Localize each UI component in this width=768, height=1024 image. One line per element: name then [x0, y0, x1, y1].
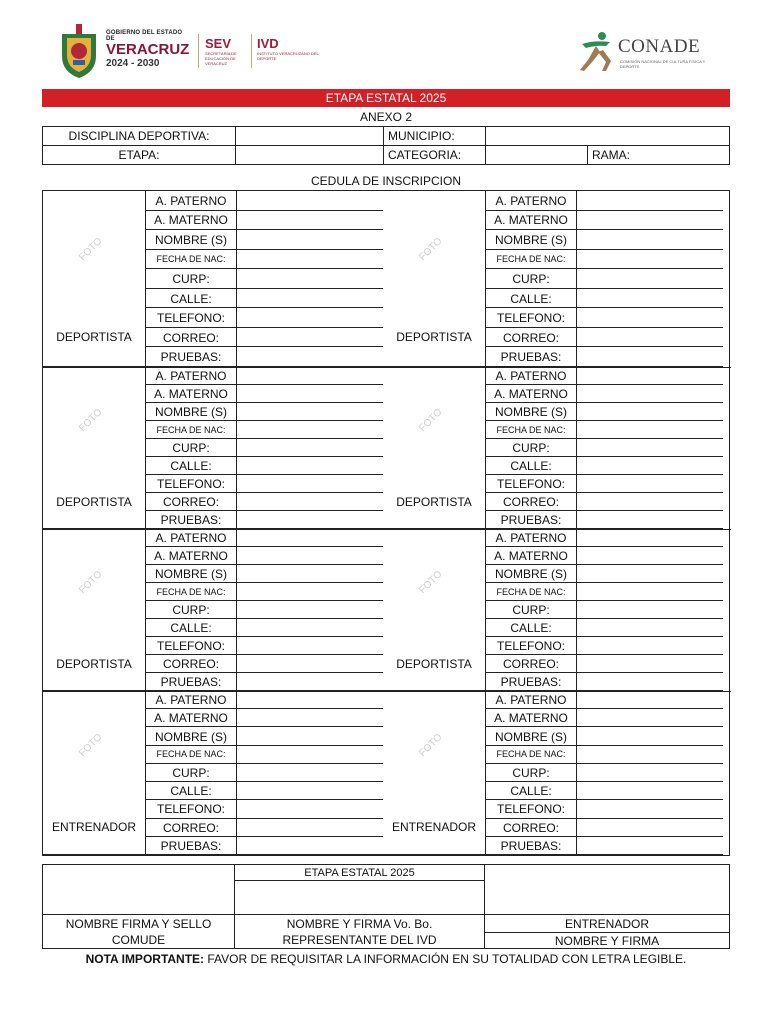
field-label: CORREO:	[502, 657, 559, 671]
form-row	[146, 583, 383, 601]
photo-watermark: FOTO	[77, 406, 105, 435]
form-row	[486, 347, 723, 367]
field-input[interactable]	[576, 691, 723, 708]
form-row	[486, 691, 723, 709]
form-row	[486, 367, 723, 385]
field-input[interactable]	[576, 746, 723, 763]
field-input[interactable]	[236, 367, 383, 384]
field-input[interactable]	[236, 230, 383, 249]
role-label: DEPORTISTA	[43, 475, 146, 529]
photo-box[interactable]	[383, 529, 486, 637]
municipio-field[interactable]	[486, 127, 730, 146]
sev-title: SEV	[205, 36, 232, 51]
form-row	[146, 601, 383, 619]
field-label: CORREO:	[162, 495, 219, 509]
field-input[interactable]	[236, 583, 383, 600]
form-row	[486, 727, 723, 745]
field-input[interactable]	[236, 475, 383, 492]
field-label: FECHA DE NAC:	[496, 253, 566, 264]
form-row	[486, 289, 723, 309]
header	[0, 0, 768, 88]
field-input[interactable]	[576, 250, 723, 269]
divider	[198, 34, 199, 68]
entrenador-label-2: NOMBRE Y FIRMA	[485, 933, 730, 949]
field-input[interactable]	[576, 619, 723, 636]
field-input[interactable]	[236, 385, 383, 402]
form-row	[486, 385, 723, 403]
photo-box[interactable]	[383, 691, 486, 800]
field-label: NOMBRE (S)	[155, 567, 227, 581]
field-label: A. MATERNO	[494, 213, 568, 228]
form-row	[146, 746, 383, 764]
form-row	[146, 250, 383, 270]
photo-box[interactable]	[383, 367, 486, 475]
field-input[interactable]	[576, 211, 723, 230]
field-label: NOMBRE (S)	[155, 232, 227, 247]
field-input[interactable]	[576, 475, 723, 492]
photo-watermark: FOTO	[77, 568, 105, 597]
field-input[interactable]	[236, 691, 383, 708]
field-input[interactable]	[236, 457, 383, 474]
field-input[interactable]	[576, 819, 723, 836]
form-row	[486, 619, 723, 637]
form-row	[146, 421, 383, 439]
field-input[interactable]	[576, 511, 723, 528]
field-label: A. MATERNO	[154, 549, 228, 563]
categoria-label: CATEGORIA:	[384, 146, 486, 165]
veracruz-coat-of-arms-icon	[58, 24, 100, 78]
form-row	[486, 637, 723, 655]
conade-subtitle: COMISIÓN NACIONAL DE CULTURA FÍSICA Y DEPORTE	[620, 59, 706, 69]
field-input[interactable]	[576, 673, 723, 690]
field-input[interactable]	[236, 601, 383, 618]
photo-watermark: FOTO	[417, 731, 445, 759]
form-row	[146, 308, 383, 328]
field-label: CALLE:	[510, 459, 552, 473]
field-label: A. PATERNO	[495, 531, 567, 545]
role-label: DEPORTISTA	[383, 475, 486, 529]
form-row	[146, 637, 383, 655]
field-input[interactable]	[236, 439, 383, 456]
entrenador-signature-area[interactable]	[485, 865, 730, 915]
field-label: CORREO:	[162, 657, 219, 671]
field-input[interactable]	[236, 565, 383, 582]
field-input[interactable]	[576, 529, 723, 546]
field-label: A. PATERNO	[495, 369, 567, 383]
form-row	[146, 269, 383, 289]
form-row	[486, 191, 723, 211]
role-label: DEPORTISTA	[43, 637, 146, 691]
field-label: FECHA DE NAC:	[496, 749, 566, 760]
field-label: A. MATERNO	[494, 387, 568, 401]
field-label: CURP:	[172, 271, 210, 286]
field-label: NOMBRE (S)	[155, 729, 227, 744]
rama-field[interactable]	[588, 146, 730, 165]
form-row	[486, 673, 723, 691]
form-row	[146, 529, 383, 547]
field-input[interactable]	[576, 457, 723, 474]
form-row	[146, 289, 383, 309]
form-row	[486, 709, 723, 727]
form-row	[486, 583, 723, 601]
field-label: TELEFONO:	[496, 802, 565, 817]
field-input[interactable]	[236, 250, 383, 269]
photo-box[interactable]	[43, 367, 146, 475]
field-input[interactable]	[576, 764, 723, 781]
divider	[251, 34, 252, 68]
gob-line3: 2024 - 2030	[106, 58, 160, 69]
field-label: PRUEBAS:	[500, 350, 562, 365]
registration-card	[43, 191, 387, 367]
field-label: TELEFONO:	[496, 639, 565, 653]
field-label: CURP:	[512, 765, 550, 780]
field-label: CALLE:	[170, 621, 212, 635]
comude-signature-area[interactable]	[43, 865, 235, 915]
footer-etapa: ETAPA ESTATAL 2025	[235, 865, 485, 881]
field-label: CORREO:	[162, 330, 219, 345]
registration-grid	[42, 190, 730, 856]
important-note	[42, 952, 730, 966]
field-input[interactable]	[236, 637, 383, 654]
field-label: CURP:	[512, 603, 550, 617]
form-row	[146, 385, 383, 403]
form-row	[486, 328, 723, 348]
form-row	[146, 439, 383, 457]
form-row	[486, 819, 723, 837]
field-label: CALLE:	[170, 459, 212, 473]
field-input[interactable]	[576, 347, 723, 366]
form-row	[146, 230, 383, 250]
field-label: NOMBRE (S)	[495, 405, 567, 419]
form-row	[146, 837, 383, 855]
field-input[interactable]	[576, 782, 723, 799]
field-label: PRUEBAS:	[500, 675, 562, 689]
registration-card	[43, 691, 387, 855]
ivd-signature-area[interactable]	[235, 881, 485, 915]
field-label: CALLE:	[510, 621, 552, 635]
field-input[interactable]	[236, 782, 383, 799]
etapa-label: ETAPA:	[43, 146, 236, 165]
field-label: A. MATERNO	[154, 213, 228, 228]
field-label: FECHA DE NAC:	[156, 586, 226, 597]
field-input[interactable]	[576, 565, 723, 582]
field-label: A. PATERNO	[495, 693, 567, 708]
photo-watermark: FOTO	[77, 731, 105, 759]
role-label: DEPORTISTA	[383, 308, 486, 367]
role-label: ENTRENADOR	[383, 800, 486, 855]
signature-table	[42, 864, 730, 949]
ivd-subtitle: INSTITUTO VERACRUZANO DEL DEPORTE	[257, 51, 319, 61]
entrenador-label-1: ENTRENADOR	[485, 915, 730, 933]
field-input[interactable]	[576, 421, 723, 438]
ivd-label-1: NOMBRE Y FIRMA Vo. Bo.	[235, 915, 485, 933]
ivd-logo	[257, 36, 329, 61]
form-row	[486, 230, 723, 250]
ivd-label-2: REPRESENTANTE DEL IVD	[235, 933, 485, 949]
field-input[interactable]	[236, 269, 383, 288]
form-row	[146, 547, 383, 565]
field-label: A. MATERNO	[494, 711, 568, 726]
registration-card	[383, 191, 727, 367]
role-label: DEPORTISTA	[383, 637, 486, 691]
field-label: NOMBRE (S)	[155, 405, 227, 419]
form-row	[146, 764, 383, 782]
form-row	[486, 269, 723, 289]
photo-box[interactable]	[43, 691, 146, 800]
field-label: A. PATERNO	[155, 369, 227, 383]
form-row	[146, 511, 383, 529]
photo-watermark: FOTO	[77, 235, 105, 263]
field-label: TELEFONO:	[156, 311, 225, 326]
field-input[interactable]	[236, 746, 383, 763]
comude-label-2: COMUDE	[43, 933, 235, 949]
form-row	[146, 819, 383, 837]
form-row	[146, 328, 383, 348]
form-row	[486, 746, 723, 764]
field-input[interactable]	[236, 511, 383, 528]
field-input[interactable]	[576, 385, 723, 402]
cedula-title: CEDULA DE INSCRIPCION	[310, 174, 462, 188]
field-label: A. MATERNO	[494, 549, 568, 563]
gobierno-veracruz-logo	[106, 30, 192, 72]
field-input[interactable]	[236, 727, 383, 744]
field-input[interactable]	[236, 819, 383, 836]
sev-logo	[205, 36, 251, 66]
form-row	[486, 782, 723, 800]
field-input[interactable]	[576, 637, 723, 654]
etapa-field[interactable]	[236, 146, 384, 165]
field-label: PRUEBAS:	[160, 838, 222, 853]
field-input[interactable]	[236, 837, 383, 854]
field-input[interactable]	[236, 673, 383, 690]
field-label: FECHA DE NAC:	[156, 253, 226, 264]
form-row	[146, 800, 383, 818]
role-label: DEPORTISTA	[43, 308, 146, 367]
form-row	[486, 764, 723, 782]
field-input[interactable]	[236, 655, 383, 672]
field-label: TELEFONO:	[496, 477, 565, 491]
photo-box[interactable]	[43, 529, 146, 637]
categoria-field[interactable]	[486, 146, 588, 165]
form-row	[146, 673, 383, 691]
field-input[interactable]	[236, 308, 383, 327]
field-input[interactable]	[236, 547, 383, 564]
field-label: CORREO:	[502, 820, 559, 835]
info-table	[42, 126, 730, 165]
gob-line2: VERACRUZ	[106, 41, 190, 58]
form-row	[486, 493, 723, 511]
field-input[interactable]	[576, 709, 723, 726]
form-row	[146, 565, 383, 583]
form-row	[146, 347, 383, 367]
field-label: PRUEBAS:	[500, 838, 562, 853]
form-row	[486, 421, 723, 439]
field-label: NOMBRE (S)	[495, 729, 567, 744]
field-input[interactable]	[236, 289, 383, 308]
photo-watermark: FOTO	[417, 406, 445, 435]
field-label: TELEFONO:	[156, 477, 225, 491]
form-row	[486, 457, 723, 475]
form-row	[486, 547, 723, 565]
field-input[interactable]	[576, 403, 723, 420]
role-label: ENTRENADOR	[43, 800, 146, 855]
form-row	[486, 308, 723, 328]
field-label: FECHA DE NAC:	[156, 749, 226, 760]
field-label: CORREO:	[502, 330, 559, 345]
field-label: CURP:	[512, 441, 550, 455]
title-bar: ETAPA ESTATAL 2025	[42, 89, 730, 107]
field-input[interactable]	[576, 655, 723, 672]
registration-card	[43, 367, 387, 529]
gob-line1: GOBIERNO DEL ESTADO DE	[106, 30, 183, 42]
field-label: A. PATERNO	[155, 193, 227, 208]
field-label: CALLE:	[510, 784, 552, 799]
form-row	[486, 475, 723, 493]
form-row	[486, 250, 723, 270]
field-label: CURP:	[172, 603, 210, 617]
disciplina-field[interactable]	[236, 127, 384, 146]
registration-card	[383, 529, 727, 691]
form-row	[486, 439, 723, 457]
field-label: PRUEBAS:	[160, 513, 222, 527]
form-row	[486, 655, 723, 673]
form-row	[146, 709, 383, 727]
field-input[interactable]	[236, 493, 383, 510]
ivd-title: IVD	[257, 36, 279, 51]
field-label: PRUEBAS:	[160, 675, 222, 689]
form-row	[486, 403, 723, 421]
form-row	[486, 511, 723, 529]
conade-title: CONADE	[618, 36, 701, 57]
field-input[interactable]	[236, 328, 383, 347]
field-input[interactable]	[576, 837, 723, 854]
field-input[interactable]	[236, 191, 383, 210]
form-row	[486, 800, 723, 818]
field-input[interactable]	[576, 583, 723, 600]
field-input[interactable]	[576, 308, 723, 327]
field-input[interactable]	[576, 269, 723, 288]
field-label: CURP:	[172, 441, 210, 455]
field-label: CORREO:	[162, 820, 219, 835]
field-label: TELEFONO:	[156, 802, 225, 817]
sev-subtitle: SECRETARÍA DE EDUCACIÓN DE VERACRUZ	[205, 51, 237, 66]
field-label: A. PATERNO	[155, 531, 227, 545]
form-row	[146, 367, 383, 385]
form-row	[146, 457, 383, 475]
field-input[interactable]	[576, 367, 723, 384]
registration-card	[43, 529, 387, 691]
conade-athlete-icon	[576, 30, 616, 72]
field-input[interactable]	[236, 529, 383, 546]
field-label: CALLE:	[510, 291, 552, 306]
form-row	[146, 655, 383, 673]
field-label: CALLE:	[170, 784, 212, 799]
field-input[interactable]	[576, 191, 723, 210]
field-input[interactable]	[576, 800, 723, 817]
field-label: TELEFONO:	[496, 311, 565, 326]
form-row	[486, 565, 723, 583]
field-label: NOMBRE (S)	[495, 567, 567, 581]
photo-box[interactable]	[43, 191, 146, 308]
form-row	[146, 727, 383, 745]
field-input[interactable]	[576, 328, 723, 347]
registration-card	[383, 367, 727, 529]
field-label: PRUEBAS:	[160, 350, 222, 365]
field-label: CURP:	[172, 765, 210, 780]
registration-card	[383, 691, 727, 855]
field-input[interactable]	[236, 421, 383, 438]
comude-label-1: NOMBRE FIRMA Y SELLO	[43, 915, 235, 933]
field-input[interactable]	[576, 601, 723, 618]
rama-label: RAMA:	[592, 148, 631, 162]
disciplina-label: DISCIPLINA DEPORTIVA:	[43, 127, 236, 146]
form-row	[146, 782, 383, 800]
form-row	[146, 691, 383, 709]
field-input[interactable]	[236, 764, 383, 781]
form-row	[146, 403, 383, 421]
field-input[interactable]	[576, 230, 723, 249]
form-row	[146, 475, 383, 493]
form-row	[486, 529, 723, 547]
field-label: A. PATERNO	[155, 693, 227, 708]
field-input[interactable]	[576, 493, 723, 510]
field-input[interactable]	[576, 439, 723, 456]
field-label: A. MATERNO	[154, 387, 228, 401]
field-label: CURP:	[512, 271, 550, 286]
field-label: FECHA DE NAC:	[496, 424, 566, 435]
form-row	[146, 619, 383, 637]
field-input[interactable]	[236, 403, 383, 420]
field-input[interactable]	[576, 289, 723, 308]
field-input[interactable]	[576, 547, 723, 564]
field-input[interactable]	[236, 709, 383, 726]
form-row	[146, 211, 383, 231]
form-row	[146, 493, 383, 511]
form-row	[486, 211, 723, 231]
nota-label: NOTA IMPORTANTE:	[85, 952, 205, 966]
field-input[interactable]	[576, 727, 723, 744]
field-input[interactable]	[236, 347, 383, 366]
field-input[interactable]	[236, 619, 383, 636]
nota-text: FAVOR DE REQUISITAR LA INFORMACIÓN EN SU TOTALIDAD CON LETRA LEGIBLE.	[204, 952, 687, 966]
form-row	[146, 191, 383, 211]
field-label: A. PATERNO	[495, 193, 567, 208]
field-label: PRUEBAS:	[500, 513, 562, 527]
form-row	[486, 837, 723, 855]
anexo-label: ANEXO 2	[359, 110, 413, 124]
field-label: NOMBRE (S)	[495, 232, 567, 247]
photo-watermark: FOTO	[417, 568, 445, 597]
photo-box[interactable]	[383, 191, 486, 308]
conade-logo	[576, 30, 716, 74]
field-label: FECHA DE NAC:	[156, 424, 226, 435]
field-label: FECHA DE NAC:	[496, 586, 566, 597]
field-label: TELEFONO:	[156, 639, 225, 653]
photo-watermark: FOTO	[417, 235, 445, 263]
field-input[interactable]	[236, 800, 383, 817]
field-label: CALLE:	[170, 291, 212, 306]
form-row	[486, 601, 723, 619]
municipio-label: MUNICIPIO:	[384, 127, 486, 146]
field-label: A. MATERNO	[154, 711, 228, 726]
field-label: CORREO:	[502, 495, 559, 509]
field-input[interactable]	[236, 211, 383, 230]
